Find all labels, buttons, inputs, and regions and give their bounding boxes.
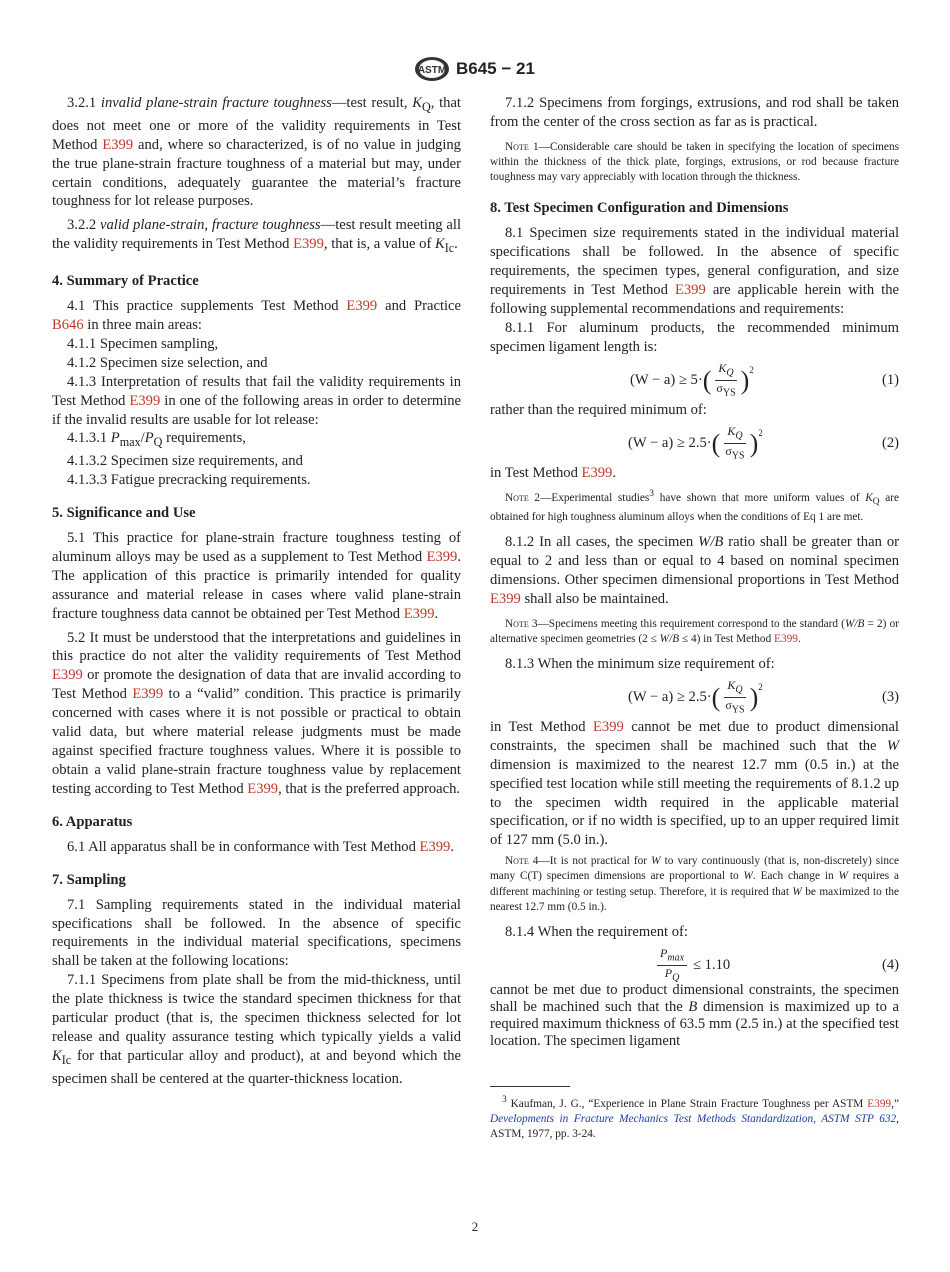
note-1: Note 1—Considerable care should be taken in specifying the location of specimens within the thickness of the thick plate, forgings, extrusions, or rod because fracture toughness may vary appreciably with location through the thickness. bbox=[490, 140, 899, 184]
footnote-rule bbox=[490, 1086, 570, 1087]
para-3-2-1: 3.2.1 invalid plane-strain fracture toughness—test result, $K_Q$, that does not meet one or more of the validity requirements in Test Method E399 and, where so characterized, is of no value in judging the true plane-strain fracture toughness of a material but may, under certain conditions, adequately guarantee the material’s fracture toughness for lot release purposes. bbox=[52, 95, 461, 210]
para-4-1: 4.1 This practice supplements Test Method E399 and Practice B646 in three main areas: bbox=[52, 298, 462, 333]
section-heading-7: 7. Sampling bbox=[52, 871, 126, 888]
para-5-1: 5.1 This practice for plane-strain fracture toughness testing of aluminum alloys may be used as a supplement to Test Method E399. The application of this practice is primarily intended for quality assurance and material release in cases where valid plane-strain fracture toughness data cannot be obtained per Test Method E399. bbox=[52, 530, 462, 622]
para-7-1-2: 7.1.2 Specimens from forgings, extrusions, and rod shall be taken from the center of the cross section as far as is practical. bbox=[490, 95, 899, 130]
ref-stp-632[interactable]: Developments in Fracture Mechanics Test Methods Standardization, ASTM STP 632 bbox=[490, 1112, 897, 1125]
para-7-1-1: 7.1.1 Specimens from plate shall be from the mid-thickness, until the plate thickness is twice the standard specimen thickness for that particular product (that is, the specimen thickness selected for lot release and quality assurance testing which typically yields a valid $K_{Ic}$ for that particular alloy and product), at and beyond which the specimen shall be centered at the quarter-thickness location. bbox=[52, 972, 461, 1087]
para-8-1-3: 8.1.3 When the minimum size requirement of: bbox=[505, 656, 775, 673]
para-3-2-2: 3.2.2 valid plane-strain, fracture toughness—test result meeting all the validity requirements in Test Method E399, that is, a value of $K_{Ic}$. bbox=[52, 217, 461, 256]
section-heading-8: 8. Test Specimen Configuration and Dimensions bbox=[490, 200, 789, 217]
ref-e399[interactable]: E399 bbox=[403, 605, 435, 622]
para-4-1-2: 4.1.2 Specimen size selection, and bbox=[67, 354, 268, 371]
ref-e399[interactable]: E399 bbox=[774, 632, 798, 645]
after-eq-2: in Test Method E399. bbox=[490, 464, 617, 481]
page-header bbox=[0, 56, 950, 84]
ref-e399[interactable]: E399 bbox=[102, 136, 134, 153]
equation-2: (W − a) ≥ 2.5· ( $\frac{K_Q}{\sigma_{YS}}$ ) $^2$ (2) bbox=[628, 423, 899, 462]
para-6-1: 6.1 All apparatus shall be in conformance with Test Method E399. bbox=[67, 838, 455, 855]
equation-4: $\frac{P_{max}}{P_Q}$ ≤ 1.10 (4) bbox=[490, 946, 899, 982]
svg-text:ASTM: ASTM bbox=[417, 65, 447, 76]
para-8-1-1: 8.1.1 For aluminum products, the recommended minimum specimen ligament length is: bbox=[490, 319, 899, 355]
after-eq-1: rather than the required minimum of: bbox=[490, 401, 707, 418]
ref-e399[interactable]: E399 bbox=[674, 282, 706, 299]
section-heading-6: 6. Apparatus bbox=[52, 813, 133, 830]
right-column bbox=[490, 94, 899, 1142]
para-5-2: 5.2 It must be understood that the interpretations and guidelines in this practice do not alter the validity requirements of Test Method E399 or promote the designation of data that are invalid according to Test Method E399 to a “valid” condition. This practice is primarily concerned with cases where it is not possible or practical to obtain valid data, but where material release judgments must be made against specified fracture toughness values. Where it is possible to obtain a valid plane-strain fracture toughness value by replacement testing according to Test Method E399, that is the preferred approach. bbox=[52, 629, 461, 797]
note-4: Note 4—It is not practical for W to vary continuously (that is, non-discretely) since many C(T) specimen dimensions are proportional to W. Each change in W requires a different machining or testing setup. Therefore, it is required that W be maximized to the nearest 12.7 mm (0.5 in.). bbox=[490, 855, 900, 913]
para-4-1-1: 4.1.1 Specimen sampling, bbox=[67, 335, 219, 352]
equation-number: (4) bbox=[881, 957, 899, 973]
para-7-1: 7.1 Sampling requirements stated in the individual material specifications shall be followed. In the absence of specific requirements in the individual material specifications, specimens shall be taken at the following locations: bbox=[52, 896, 461, 970]
astm-logo-icon bbox=[414, 56, 450, 82]
ref-e399[interactable]: E399 bbox=[346, 298, 378, 315]
ref-e399[interactable]: E399 bbox=[132, 686, 164, 703]
ref-e399[interactable]: E399 bbox=[490, 590, 521, 607]
after-eq-4: cannot be met due to product dimensional constraints, the specimen shall be machined such that the B dimension is maximized up to a required maximum thickness of 63.5 mm (2.5 in.) at the specified test location. The specimen ligament bbox=[490, 982, 900, 1049]
ref-b646[interactable]: B646 bbox=[52, 316, 84, 333]
para-8-1-4: 8.1.4 When the requirement of: bbox=[505, 924, 688, 941]
after-eq-3: in Test Method E399 cannot be met due to product dimensional constraints, the specimen shall be machined such that the W dimension is maximized to the nearest 12.7 mm (0.5 in.) at the specified test location while still meeting the requirements of 8.1.2 up to the specimen width required in the applicable material specification, or if no width is specified, up to an upper required limit of 127 mm (5.0 in.). bbox=[490, 718, 899, 849]
footnote-3: $^3$ Kaufman, J. G., “Experience in Plane Strain Fracture Toughness per ASTM E399,” Developments in Fracture Mechanics Test Methods Standardization, ASTM STP 632, ASTM, 1977, pp. 3-24. bbox=[490, 1095, 899, 1140]
para-8-1-2: 8.1.2 In all cases, the specimen W/B ratio shall be greater than or equal to 2 and less than or equal to 4 based on nominal specimen dimensions. Other specimen dimensional proportions in Test Method E399 shall also be maintained. bbox=[490, 534, 900, 607]
ref-e399[interactable]: E399 bbox=[419, 838, 451, 855]
section-heading-4: 4. Summary of Practice bbox=[52, 273, 199, 290]
ref-e399[interactable]: E399 bbox=[129, 392, 161, 409]
ref-e399[interactable]: E399 bbox=[52, 667, 83, 684]
document-id: B645 − 21 bbox=[456, 59, 535, 78]
equation-3: (W − a) ≥ 2.5· ( $\frac{K_Q}{\sigma_{YS}}$ ) $^2$ (3) bbox=[628, 677, 899, 716]
ref-e399[interactable]: E399 bbox=[247, 780, 279, 797]
section-heading-5: 5. Significance and Use bbox=[52, 505, 196, 522]
ref-e399[interactable]: E399 bbox=[293, 236, 324, 253]
equation-number: (2) bbox=[881, 434, 899, 451]
ref-e399[interactable]: E399 bbox=[581, 464, 613, 481]
left-column bbox=[52, 94, 461, 1089]
para-4-1-3-3: 4.1.3.3 Fatigue precracking requirements. bbox=[67, 472, 311, 489]
para-4-1-3-2: 4.1.3.2 Specimen size requirements, and bbox=[67, 453, 303, 470]
para-8-1: 8.1 Specimen size requirements stated in the individual material specifications shall be followed. In the absence of specific requirements, the specimen types, general configuration, and size requirements in Test Method E399 are applicable herein with the following supplemental recommendations and requirements: bbox=[490, 225, 899, 318]
ref-e399[interactable]: E399 bbox=[867, 1097, 892, 1110]
ref-e399[interactable]: E399 bbox=[593, 718, 624, 735]
equation-number: (1) bbox=[881, 371, 899, 388]
note-2: Note 2—Experimental studies$^3$ have shown that more uniform values of $K_Q$ are obtained for high toughness aluminum alloys when the conditions of Eq 1 are met. bbox=[490, 488, 900, 523]
page-number: 2 bbox=[471, 1219, 479, 1234]
note-3: Note 3—Specimens meeting this requirement correspond to the standard (W/B = 2) or alternative specimen geometries (2 ≤ W/B ≤ 4) in Test Method E399. bbox=[490, 617, 899, 645]
ref-e399[interactable]: E399 bbox=[426, 548, 458, 565]
equation-number: (3) bbox=[881, 688, 899, 705]
equation-1: (W − a) ≥ 5· ( $\frac{K_Q}{\sigma_{YS}}$ ) $^2$ (1) bbox=[630, 360, 899, 399]
para-4-1-3: 4.1.3 Interpretation of results that fail the validity requirements in Test Method E399 in one of the following areas in order to determine if the invalid results are usable for lot release: bbox=[52, 373, 462, 428]
para-4-1-3-1: 4.1.3.1 $P_{max}/P_Q$ requirements, bbox=[67, 430, 246, 450]
